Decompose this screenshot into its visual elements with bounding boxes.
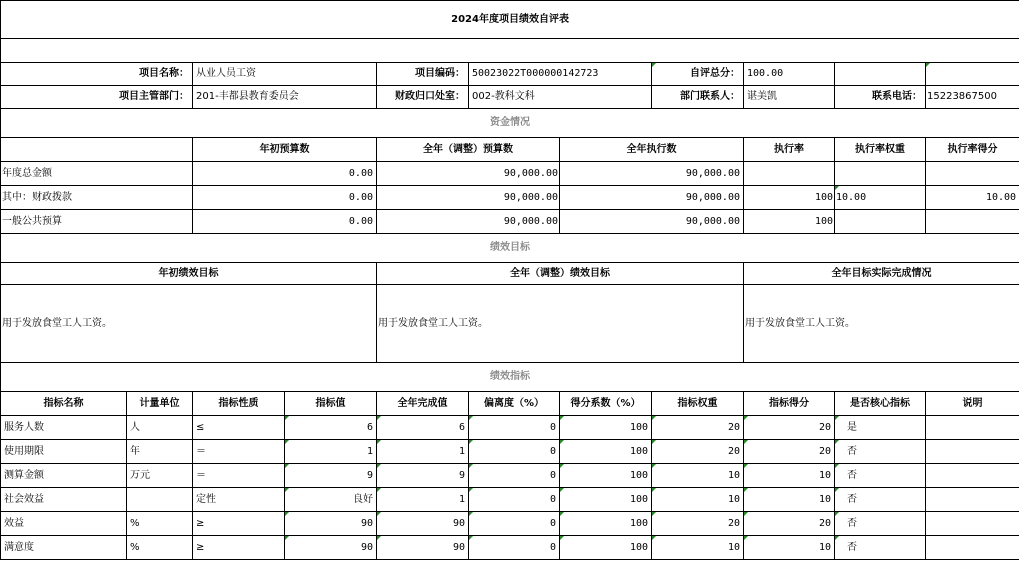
indicator-actual[interactable]: 90 [377,536,469,560]
indicator-score[interactable]: 10 [744,488,835,512]
indicator-unit[interactable] [127,488,193,512]
indicator-score[interactable]: 10 [744,464,835,488]
funds-section-title: 资金情况 [1,109,1019,138]
indicator-coefficient[interactable]: 100 [560,512,652,536]
funds-row-rate[interactable]: 100 [744,210,835,234]
indicator-core[interactable]: 否 [835,536,926,560]
indicator-name[interactable]: 测算金额 [1,464,127,488]
indicator-deviation[interactable]: 0 [469,440,560,464]
indicators-header-target: 指标值 [285,392,377,416]
indicators-header-unit: 计量单位 [127,392,193,416]
phone-label: 联系电话： [835,86,926,109]
contact-value[interactable]: 谌美凯 [744,86,835,109]
contact-label: 部门联系人： [652,86,744,109]
goals-header-adjusted: 全年（调整）绩效目标 [377,263,744,285]
funds-row-initial[interactable]: 0.00 [193,162,377,186]
indicator-core[interactable]: 是 [835,416,926,440]
indicators-section-title: 绩效指标 [1,363,1019,392]
indicator-target[interactable]: 90 [285,536,377,560]
indicator-weight[interactable]: 20 [652,440,744,464]
finance-office-label: 财政归口处室： [377,86,469,109]
indicator-unit[interactable]: 年 [127,440,193,464]
indicator-weight[interactable]: 10 [652,464,744,488]
indicator-note[interactable] [926,464,1019,488]
project-code-label: 项目编码： [377,63,469,86]
phone-value[interactable]: 15223867500 [926,86,1019,109]
indicator-name[interactable]: 效益 [1,512,127,536]
indicator-score[interactable]: 20 [744,416,835,440]
indicator-target[interactable]: 9 [285,464,377,488]
indicator-score[interactable]: 20 [744,512,835,536]
indicator-weight[interactable]: 20 [652,416,744,440]
funds-header-weight: 执行率权重 [835,138,926,162]
funds-row-executed[interactable]: 90,000.00 [560,186,744,210]
indicator-coefficient[interactable]: 100 [560,416,652,440]
project-code-value[interactable]: 50023022T000000142723 [469,63,652,86]
indicator-deviation[interactable]: 0 [469,512,560,536]
indicator-target[interactable]: 1 [285,440,377,464]
funds-row-name[interactable]: 一般公共预算 [1,210,193,234]
funds-header-adjusted: 全年（调整）预算数 [377,138,560,162]
funds-header-rate: 执行率 [744,138,835,162]
funds-row-adjusted[interactable]: 90,000.00 [377,186,560,210]
funds-row-name[interactable]: 年度总金额 [1,162,193,186]
dept-label: 项目主管部门： [1,86,193,109]
indicator-row [1,440,1019,464]
indicator-note[interactable] [926,512,1019,536]
funds-row-rate[interactable] [744,162,835,186]
indicators-header-weight: 指标权重 [652,392,744,416]
funds-header-blank [1,138,193,162]
indicator-target[interactable]: 良好 [285,488,377,512]
funds-row [1,162,1019,186]
indicator-note[interactable] [926,416,1019,440]
indicator-core[interactable]: 否 [835,464,926,488]
indicators-header-name: 指标名称 [1,392,127,416]
project-name-label: 项目名称： [1,63,193,86]
indicator-actual[interactable]: 9 [377,464,469,488]
indicator-target[interactable]: 90 [285,512,377,536]
indicator-row [1,464,1019,488]
indicator-actual[interactable]: 6 [377,416,469,440]
indicator-actual[interactable]: 1 [377,488,469,512]
indicator-unit[interactable]: 万元 [127,464,193,488]
empty-cell[interactable] [835,63,926,86]
indicator-name[interactable]: 满意度 [1,536,127,560]
goal-actual-text[interactable]: 用于发放食堂工人工资。 [744,285,1019,363]
funds-row-initial[interactable]: 0.00 [193,210,377,234]
funds-row-executed[interactable]: 90,000.00 [560,162,744,186]
funds-row [1,186,1019,210]
indicator-name[interactable]: 使用期限 [1,440,127,464]
goals-header-actual: 全年目标实际完成情况 [744,263,1019,285]
indicator-score[interactable]: 20 [744,440,835,464]
indicators-header-actual: 全年完成值 [377,392,469,416]
funds-row-score[interactable] [926,210,1019,234]
indicator-name[interactable]: 服务人数 [1,416,127,440]
self-score-label: 自评总分： [652,63,744,86]
indicator-actual[interactable]: 1 [377,440,469,464]
indicator-coefficient[interactable]: 100 [560,536,652,560]
funds-row-name[interactable]: 其中：财政拨款 [1,186,193,210]
indicators-header-deviation: 偏离度（%） [469,392,560,416]
funds-row-adjusted[interactable]: 90,000.00 [377,210,560,234]
indicator-deviation[interactable]: 0 [469,464,560,488]
indicator-unit[interactable]: % [127,512,193,536]
indicator-coefficient[interactable]: 100 [560,488,652,512]
indicators-header-score: 指标得分 [744,392,835,416]
indicator-score[interactable]: 10 [744,536,835,560]
funds-row-adjusted[interactable]: 90,000.00 [377,162,560,186]
indicator-coefficient[interactable]: 100 [560,440,652,464]
indicator-actual[interactable]: 90 [377,512,469,536]
indicator-nature[interactable]: 定性 [193,488,285,512]
indicator-note[interactable] [926,536,1019,560]
indicator-nature[interactable]: ＝ [193,440,285,464]
funds-row-weight[interactable] [835,210,926,234]
funds-row [1,210,1019,234]
funds-row-executed[interactable]: 90,000.00 [560,210,744,234]
project-name-value[interactable]: 从业人员工资 [193,63,377,86]
indicator-note[interactable] [926,440,1019,464]
indicator-core[interactable]: 否 [835,512,926,536]
indicator-core[interactable]: 否 [835,488,926,512]
indicator-unit[interactable]: 人 [127,416,193,440]
indicator-nature[interactable]: ≤ [193,416,285,440]
funds-row-weight[interactable]: 10.00 [835,186,926,210]
indicator-nature[interactable]: ≥ [193,512,285,536]
funds-header-score: 执行率得分 [926,138,1019,162]
blank-row [1,39,1019,63]
indicators-header-coefficient: 得分系数（%） [560,392,652,416]
indicator-deviation[interactable]: 0 [469,416,560,440]
goals-header-initial: 年初绩效目标 [1,263,377,285]
indicators-header-note: 说明 [926,392,1019,416]
indicator-deviation[interactable]: 0 [469,536,560,560]
indicator-note[interactable] [926,488,1019,512]
goal-initial-text[interactable]: 用于发放食堂工人工资。 [1,285,377,363]
indicator-target[interactable]: 6 [285,416,377,440]
goal-adjusted-text[interactable]: 用于发放食堂工人工资。 [377,285,744,363]
indicator-row [1,512,1019,536]
indicator-core[interactable]: 否 [835,440,926,464]
indicator-unit[interactable]: % [127,536,193,560]
empty-cell[interactable] [926,63,1019,86]
funds-row-initial[interactable]: 0.00 [193,186,377,210]
dept-value[interactable]: 201-丰都县教育委员会 [193,86,377,109]
funds-row-rate[interactable]: 100 [744,186,835,210]
funds-row-weight[interactable] [835,162,926,186]
funds-row-score[interactable] [926,162,1019,186]
indicator-row [1,536,1019,560]
finance-office-value[interactable]: 002-教科文科 [469,86,652,109]
indicator-deviation[interactable]: 0 [469,488,560,512]
self-score-value[interactable]: 100.00 [744,63,835,86]
indicators-header-core: 是否核心指标 [835,392,926,416]
indicator-name[interactable]: 社会效益 [1,488,127,512]
page-title: 2024年度项目绩效自评表 [1,1,1019,39]
indicators-header-row [1,392,1019,416]
indicator-nature[interactable]: ＝ [193,464,285,488]
indicators-header-nature: 指标性质 [193,392,285,416]
indicator-weight[interactable]: 10 [652,536,744,560]
indicator-weight[interactable]: 20 [652,512,744,536]
indicator-row [1,416,1019,440]
indicator-coefficient[interactable]: 100 [560,464,652,488]
funds-header-initial: 年初预算数 [193,138,377,162]
funds-row-score[interactable]: 10.00 [926,186,1019,210]
indicators-body [1,416,1019,560]
indicator-nature[interactable]: ≥ [193,536,285,560]
goals-section-title: 绩效目标 [1,234,1019,263]
funds-header-executed: 全年执行数 [560,138,744,162]
indicator-row [1,488,1019,512]
indicator-weight[interactable]: 10 [652,488,744,512]
